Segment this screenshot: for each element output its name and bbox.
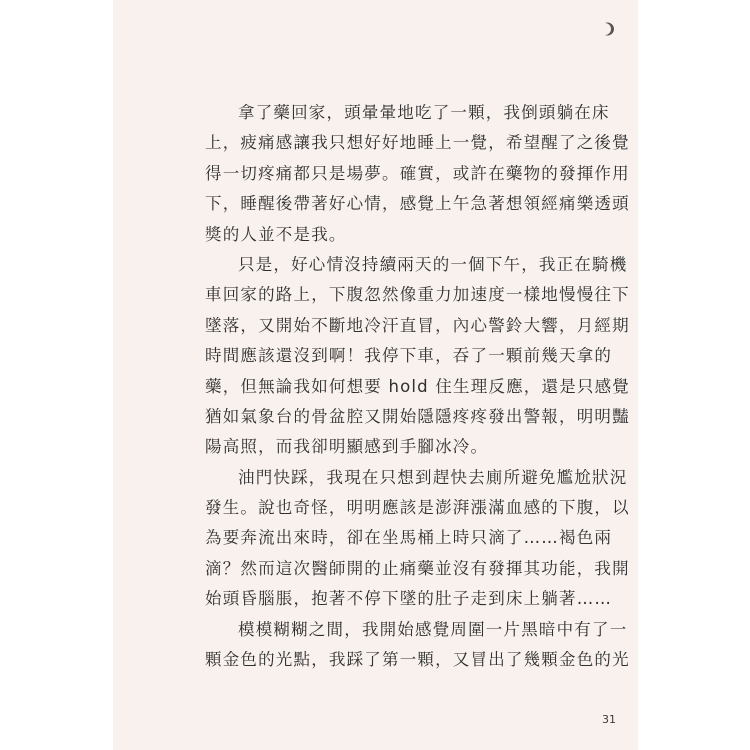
- text-line: 發生。說也奇怪，明明應該是澎湃漲滿血感的下腹，以: [205, 498, 630, 518]
- text-line: 藥，但無論我如何想要 hold 住生理反應，還是只感覺: [205, 376, 630, 396]
- text-line: 猶如氣象台的骨盆腔又開始隱隱疼疼發出警報，明明豔: [205, 406, 630, 426]
- book-page: [113, 0, 638, 750]
- text-line: 為要奔流出來時，卻在坐馬桶上時只滴了……褐色兩: [205, 528, 613, 548]
- text-line: 只是，好心情沒持續兩天的一個下午，我正在騎機: [238, 254, 628, 274]
- crescent-moon-icon: [598, 20, 616, 38]
- text-line: 得一切疼痛都只是場夢。確實，或許在藥物的發揮作用: [205, 163, 630, 183]
- text-line: 下，睡醒後帶著好心情，感覺上午急著想領經痛樂透頭: [205, 194, 630, 214]
- text-line: 陽高照，而我卻明顯感到手腳冰冷。: [205, 437, 489, 457]
- text-line: 墜落，又開始不斷地冷汗直冒，內心警鈴大響，月經期: [205, 315, 630, 335]
- text-line: 上，疲痛感讓我只想好好地睡上一覺，希望醒了之後覺: [205, 133, 630, 153]
- text-line: 始頭昏腦脹，抱著不停下墜的肚子走到床上躺著……: [205, 589, 613, 609]
- text-line: 顆金色的光點，我踩了第一顆，又冒出了幾顆金色的光: [205, 650, 630, 670]
- text-line: 獎的人並不是我。: [205, 224, 347, 244]
- text-line: 模模糊糊之間，我開始感覺周圍一片黑暗中有了一: [238, 619, 628, 639]
- page-number: 31: [602, 713, 616, 726]
- text-line: 時間應該還沒到啊！我停下車，吞了一顆前幾天拿的: [205, 346, 613, 366]
- body-text: [205, 98, 630, 675]
- text-line: 車回家的路上，下腹忽然像重力加速度一樣地慢慢往下: [205, 285, 630, 305]
- text-line: 拿了藥回家，頭暈暈地吃了一顆，我倒頭躺在床: [238, 103, 610, 122]
- text-line: 滴？然而這次醫師開的止痛藥並沒有發揮其功能，我開: [205, 558, 630, 578]
- text-line: 油門快踩，我現在只想到趕快去廁所避免尷尬狀況: [238, 467, 628, 487]
